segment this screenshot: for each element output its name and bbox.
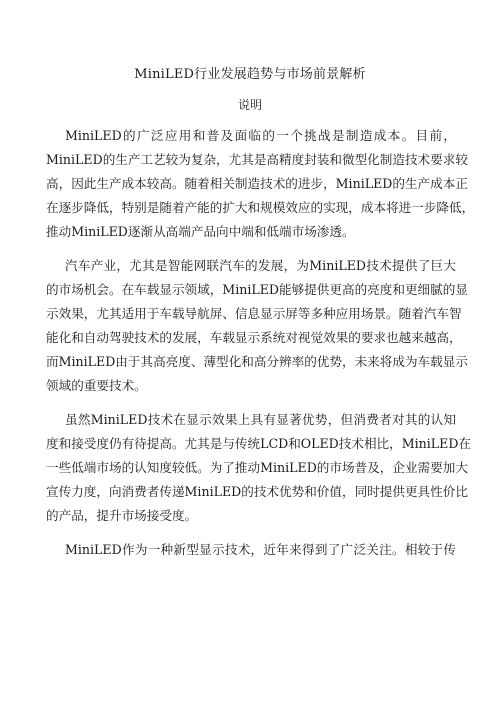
paragraph-line: 能化和自动驾驶技术的发展，车载显示系统对视觉效果的要求也越来越高， bbox=[46, 330, 462, 345]
paragraph-line: 度和接受度仍有待提高。尤其是与传统LCD和OLED技术相比，MiniLED在 bbox=[46, 436, 472, 451]
paragraph-line: 推动MiniLED逐渐从高端产品向中端和低端市场渗透。 bbox=[46, 224, 355, 239]
paragraph-line: 高，因此生产成本较高。随着相关制造技术的进步，MiniLED的生产成本正 bbox=[46, 176, 468, 191]
paragraph-3 bbox=[46, 408, 472, 528]
paragraph-1 bbox=[46, 124, 475, 244]
paragraph-2 bbox=[46, 254, 468, 398]
paragraph-line: 的市场机会。在车载显示领域，MiniLED能够提供更高的亮度和更细腻的显 bbox=[46, 282, 468, 297]
document-body bbox=[46, 124, 475, 572]
document-title: MiniLED行业发展趋势与市场前景解析 bbox=[134, 67, 366, 82]
paragraph-line: MiniLED的生产工艺较为复杂，尤其是高精度封装和微型化制造技术要求较 bbox=[46, 152, 468, 167]
paragraph-line: 的产品，提升市场接受度。 bbox=[46, 508, 198, 523]
paragraph-line: 而MiniLED由于其高亮度、薄型化和高分辨率的优势，未来将成为车载显示 bbox=[46, 354, 468, 369]
paragraph-line: MiniLED的广泛应用和普及面临的一个挑战是制造成本。目前， bbox=[65, 128, 456, 143]
paragraph-line: 一些低端市场的认知度较低。为了推动MiniLED的市场普及，企业需要加大 bbox=[46, 460, 468, 475]
paragraph-4 bbox=[46, 538, 456, 562]
paragraph-line: 虽然MiniLED技术在显示效果上具有显著优势，但消费者对其的认知 bbox=[65, 412, 456, 427]
paragraph-line: 汽车产业，尤其是智能网联汽车的发展，为MiniLED技术提供了巨大 bbox=[65, 258, 456, 273]
paragraph-line: 宣传力度，向消费者传递MiniLED的技术优势和价值，同时提供更具性价比 bbox=[46, 484, 468, 499]
paragraph-line: MiniLED作为一种新型显示技术，近年来得到了广泛关注。相较于传 bbox=[65, 542, 456, 557]
paragraph-line: 领域的重要技术。 bbox=[46, 378, 147, 393]
paragraph-line: 示效果，尤其适用于车载导航屏、信息显示屏等多种应用场景。随着汽车智 bbox=[46, 306, 462, 321]
paragraph-line: 在逐步降低，特别是随着产能的扩大和规模效应的实现，成本将进一步降低， bbox=[46, 200, 475, 215]
document-subtitle: 说明 bbox=[237, 98, 262, 112]
